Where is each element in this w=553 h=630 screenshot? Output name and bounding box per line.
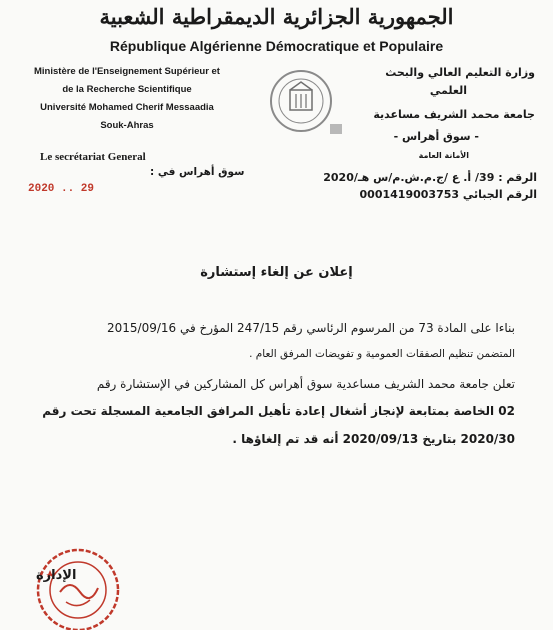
university-seal-icon — [256, 64, 346, 138]
date-stamp: 2020 .. 29 — [28, 183, 95, 195]
announcement-title: إعلان عن إلغاء إستشارة — [200, 265, 353, 280]
republic-title-arabic: الجمهورية الجزائرية الديمقراطية الشعبية — [99, 4, 454, 29]
republic-title-french: République Algérienne Démocratique et Populaire — [109, 38, 444, 54]
tax-number-row — [360, 188, 537, 201]
signature-label: الإدارة — [36, 568, 77, 583]
secretariat-ar: الأمانة العامة — [418, 151, 469, 160]
tax-number-value: 0001419003753 — [359, 188, 460, 201]
reference-number: الرقم : 39/ أ. ع /ج.م.ش.م/س هـ/2020 — [323, 171, 537, 184]
secretariat-fr: Le secrétariat General — [40, 151, 146, 163]
paragraph2-line2: 02 الخاصة بمتابعة لإنجاز أشغال إعادة تأهيل المرافق الجامعية المسجلة تحت رقم — [42, 404, 515, 418]
city-date-ar: سوق أهراس في : — [150, 166, 245, 178]
paragraph2-line3: 2020/30 بتاريخ 2020/09/13 أنه قد تم إلغاؤها . — [232, 432, 515, 446]
paragraph1-line1: بناءا على المادة 73 من المرسوم الرئاسي رقم 247/15 المؤرخ في 2015/09/16 — [107, 321, 515, 335]
paragraph2-line1: تعلن جامعة محمد الشريف مساعدية سوق أهراس كل المشاركين في الإستشارة رقم — [96, 377, 515, 391]
tax-number-label: الرقم الجبائي — [462, 188, 537, 201]
city-ar: - سوق أهراس - — [393, 130, 479, 143]
ministry-line-1-ar: وزارة التعليم العالي والبحث — [385, 66, 535, 79]
ministry-line-1: Ministère de l'Enseignement Supérieur et — [34, 66, 220, 77]
university-name-ar: جامعة محمد الشريف مساعدية — [373, 108, 535, 121]
city-fr: Souk-Ahras — [100, 120, 154, 131]
paragraph1-line2: المتضمن تنظيم الصفقات العمومية و تفويضات المرفق العام . — [249, 348, 515, 360]
university-name-fr: Université Mohamed Cherif Messaadia — [40, 102, 214, 113]
ministry-line-2-ar: العلمي — [429, 84, 467, 97]
ministry-line-2: de la Recherche Scientifique — [62, 84, 192, 95]
